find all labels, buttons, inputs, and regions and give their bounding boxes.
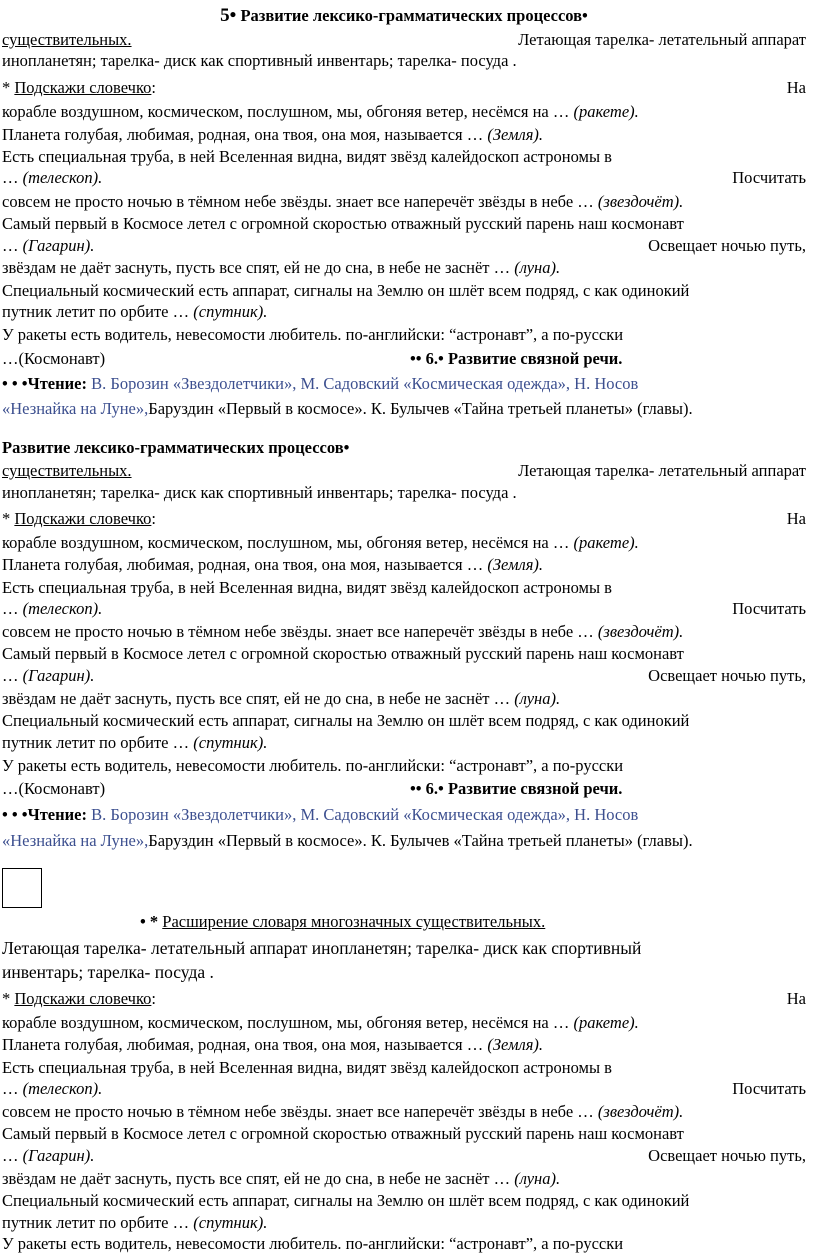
riddle-na: На — [786, 78, 806, 97]
block2-title-row: существительных. Летающая тарелка- летательный аппарат — [2, 461, 806, 480]
block3-heading: • * Расширение словаря многозначных существительных. — [140, 912, 546, 931]
reading-row: • • •Чтение: В. Борозин «Звездолетчики», М. Садовский «Космическая одежда», Н. Носов — [2, 374, 639, 393]
riddle-line: У ракеты есть водитель, невесомости любитель. по-английски: “астронавт”, а по-русски — [2, 325, 624, 344]
riddle-line: Специальный космический есть аппарат, сигналы на Землю он шлёт всем подряд, с как одинокий — [2, 281, 690, 300]
riddle-line: Есть специальная труба, в ней Вселенная видна, видят звёзд калейдоскоп астрономы в — [2, 578, 612, 597]
riddle-line: совсем не просто ночью в тёмном небе звёзды. знает все наперечёт звёзды в небе … (звездочёт). — [2, 192, 684, 211]
riddle-line: У ракеты есть водитель, невесомости любитель. по-английски: “астронавт”, а по-русски — [2, 1234, 624, 1253]
reading-row: • • •Чтение: В. Борозин «Звездолетчики», М. Садовский «Космическая одежда», Н. Носов — [2, 805, 639, 824]
riddle-line: Есть специальная труба, в ней Вселенная видна, видят звёзд калейдоскоп астрономы в — [2, 1058, 612, 1077]
speech-heading: •• 6.• Развитие связной речи. — [410, 779, 623, 798]
riddle-last-row: …(Космонавт) •• 6.• Развитие связной речи. — [2, 779, 623, 798]
riddle-line: совсем не просто ночью в тёмном небе звёзды. знает все наперечёт звёзды в небе … (звездочёт). — [2, 622, 684, 641]
riddle-line: Самый первый в Космосе летел с огромной скоростью отважный русский парень наш космонавт — [2, 214, 684, 233]
block1-title-end: существительных. — [2, 30, 132, 49]
riddle-line: Планета голубая, любимая, родная, она твоя, она моя, называется … (Земля). — [2, 125, 543, 144]
riddle-line: звёздам не даёт заснуть, пусть все спят, ей не до сна, в небе не заснёт … (луна). — [2, 1169, 561, 1188]
block1-def-rest: инопланетян; тарелка- диск как спортивный инвентарь; тарелка- посуда . — [2, 51, 517, 70]
riddle-line: путник летит по орбите … (спутник). — [2, 733, 268, 752]
riddle-line: Есть специальная труба, в ней Вселенная видна, видят звёзд калейдоскоп астрономы в — [2, 147, 612, 166]
riddle-line: звёздам не даёт заснуть, пусть все спят, ей не до сна, в небе не заснёт … (луна). — [2, 689, 561, 708]
block2-heading: Развитие лексико-грамматических процессов• — [2, 438, 350, 457]
riddle-line: корабле воздушном, космическом, послушном, мы, обгоняя ветер, несёмся на … (ракете). — [2, 102, 639, 121]
riddle-line: … (телескоп). Посчитать — [2, 1079, 806, 1098]
riddle-line: путник летит по орбите … (спутник). — [2, 1213, 268, 1232]
riddle-line: … (телескоп). Посчитать — [2, 599, 806, 618]
block3-riddle-header: * Подскажи словечко: На — [2, 989, 806, 1008]
riddle-line: корабле воздушном, космическом, послушном, мы, обгоняя ветер, несёмся на … (ракете). — [2, 533, 639, 552]
riddle-line: … (телескоп). Посчитать — [2, 168, 806, 187]
block3-def-2: инвентарь; тарелка- посуда . — [2, 962, 214, 982]
riddle-line: Специальный космический есть аппарат, сигналы на Землю он шлёт всем подряд, с как одинокий — [2, 1191, 690, 1210]
speech-heading: •• 6.• Развитие связной речи. — [410, 349, 623, 368]
reading-row-2: «Незнайка на Луне»,Баруздин «Первый в космосе». К. Булычев «Тайна третьей планеты» (главы). — [2, 831, 693, 850]
riddle-line: корабле воздушном, космическом, послушном, мы, обгоняя ветер, несёмся на … (ракете). — [2, 1013, 639, 1032]
block1-heading — [2, 6, 806, 26]
riddle-line: … (Гагарин). Освещает ночью путь, — [2, 1146, 806, 1165]
riddle-line: … (Гагарин). Освещает ночью путь, — [2, 666, 806, 685]
block3-def-1: Летающая тарелка- летательный аппарат инопланетян; тарелка- диск как спортивный — [2, 938, 642, 958]
riddle-last-row: …(Космонавт) •• 6.• Развитие связной речи. — [2, 349, 623, 368]
riddle-line: У ракеты есть водитель, невесомости любитель. по-английски: “астронавт”, а по-русски — [2, 756, 624, 775]
riddle-line: Самый первый в Космосе летел с огромной скоростью отважный русский парень наш космонавт — [2, 644, 684, 663]
empty-box — [2, 868, 42, 908]
riddle-line: звёздам не даёт заснуть, пусть все спят, ей не до сна, в небе не заснёт … (луна). — [2, 258, 561, 277]
riddle-line: … (Гагарин). Освещает ночью путь, — [2, 236, 806, 255]
riddle-line: Специальный космический есть аппарат, сигналы на Землю он шлёт всем подряд, с как одинокий — [2, 711, 690, 730]
reading-row-2: «Незнайка на Луне»,Баруздин «Первый в космосе». К. Булычев «Тайна третьей планеты» (главы). — [2, 399, 693, 418]
block1-heading-num: 5• — [220, 5, 237, 26]
block2-riddle-header: * Подскажи словечко: На — [2, 509, 806, 528]
star-icon: * — [2, 78, 11, 97]
block1-def-start: Летающая тарелка- летательный аппарат — [518, 30, 806, 49]
riddle-line: Планета голубая, любимая, родная, она твоя, она моя, называется … (Земля). — [2, 1035, 543, 1054]
block1-title-row — [2, 30, 806, 50]
riddle-line: Самый первый в Космосе летел с огромной скоростью отважный русский парень наш космонавт — [2, 1124, 684, 1143]
block1-heading-text: Развитие лексико-грамматических процессов• — [240, 6, 588, 25]
riddle-line: путник летит по орбите … (спутник). — [2, 302, 268, 321]
riddle-line: совсем не просто ночью в тёмном небе звёзды. знает все наперечёт звёзды в небе … (звездочёт). — [2, 1102, 684, 1121]
block2-def-rest: инопланетян; тарелка- диск как спортивный инвентарь; тарелка- посуда . — [2, 483, 517, 502]
riddle-line: Планета голубая, любимая, родная, она твоя, она моя, называется … (Земля). — [2, 555, 543, 574]
block1-riddle-header: * Подскажи словечко: На — [2, 78, 806, 97]
riddle-header: Подскажи словечко — [14, 78, 152, 97]
